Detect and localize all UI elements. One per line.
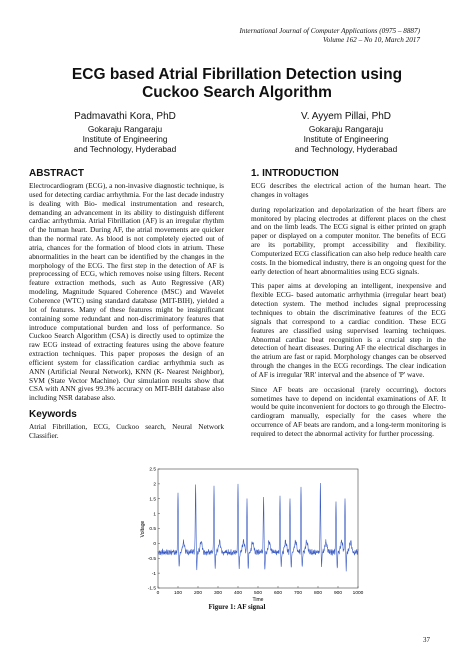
author-1-name: Padmavathi Kora, xyxy=(74,111,154,122)
author-2-affil-3: and Technology, Hyderabad xyxy=(294,144,398,154)
x-tick-label: 900 xyxy=(333,591,343,596)
intro-paragraph-4: Since AF beats are occasional (rarely occurring), doctors sometimes have to depend on incidental examinations of AF. It would be quite inconvenient for doctors to go through the Electro-cardiogram manually, especially for the cases where the occurrence of AF beats are random, and a long-term monitoring is required to detect the abnormal activity for further processing. xyxy=(251,384,446,438)
keywords-heading: Keywords xyxy=(29,409,77,421)
author-2-name: V. Ayyem Pillai, xyxy=(300,111,369,122)
x-tick-label: 0 xyxy=(156,591,160,596)
abstract-text: Electrocardiogram (ECG), a non-invasive diagnostic technique, is used for detecting cardiac arrhythmia. For the last decade industry is dealing with Bio- medical instrumentation and research, demanding an advancement in its ability to distinguish different cardiac arrhythmia. Atrial Fibrillation (AF) is an irregular rhythm of the human heart. During AF, the atrial movements are quicker than the normal rate. As blood is not completely ejected out of atria, chances for the formation of blood clots in atrium. These abnormalities in the heart can be identified by the changes in the morphology of the ECG. The first step in the detection of AF is preprocessing of ECG, which removes noise using filters. Recent feature extraction methods, such as Auto Regressive (AR) modeling, Magnitude Squared Coherence (MSC) and Wavelet Coherence (WTC) using standard database (MIT-BIH), yielded a lot of features. Many of these features might be insignificant containing some redundant and non-discriminatory features that introduce computational burden and loss of performance. So Cuckoo Search Algorithm (CSA) is directly used to optimize the raw ECG instead of extracting features using the above feature extraction techniques. This paper proposes the design of an efficient system for classification cardiac arrhythmia such as ANN (Artificial Neural Network), KNN (K- Nearest Neighbor), SVM (State Vector Machine). Our simulation results show that CSA with ANN gives 99.3% accuracy on MIT-BIH database also including NSR database also. xyxy=(29,181,224,403)
y-tick-label: -1.5 xyxy=(147,586,156,592)
paper-title xyxy=(0,66,474,102)
y-tick-label: 0.5 xyxy=(149,527,156,533)
journal-header xyxy=(239,27,420,45)
y-tick-label: -0.5 xyxy=(147,556,156,562)
right-column xyxy=(251,168,446,445)
author-1-degree: PhD xyxy=(156,111,176,122)
journal-name: International Journal of Computer Applications (0975 – 8887) xyxy=(239,27,420,35)
x-tick-label: 200 xyxy=(193,591,203,596)
author-2-affil-2: Institute of Engineering xyxy=(303,134,389,144)
abstract-heading: ABSTRACT xyxy=(29,168,84,179)
x-tick-label: 400 xyxy=(233,591,243,596)
x-tick-label: 600 xyxy=(273,591,283,596)
x-axis-label: Time xyxy=(252,597,264,603)
ecg-figure xyxy=(138,463,368,603)
y-tick-label: 1.5 xyxy=(149,497,156,503)
intro-paragraph-1: ECG describes the electrical action of the human heart. The changes in voltages xyxy=(251,181,446,199)
author-1-affil-1: Gokaraju Rangaraju xyxy=(87,124,163,134)
author-1-affil-2: Institute of Engineering xyxy=(82,134,168,144)
x-tick-label: 100 xyxy=(173,591,183,596)
left-column xyxy=(29,168,224,447)
y-axis-label: Voltage xyxy=(140,520,146,538)
author-2-affil-1: Gokaraju Rangaraju xyxy=(308,124,384,134)
x-tick-label: 800 xyxy=(313,591,323,596)
y-tick-label: 1 xyxy=(153,512,156,518)
figure-caption: Figure 1: AF signal xyxy=(208,603,266,611)
intro-paragraph-3: This paper aims at developing an intelligent, inexpensive and flexible ECG- based automatic arrhythmia (irregular heart beat) detection system. The method includes signal preprocessing techniques to obtain the discriminative features of the ECG signals that correspond to a cardiac condition. These ECG features are classified using supervised learning techniques. Abnormal cardiac beat recognition is a crucial step in the detection of heart diseases. During AF the electrical discharges in the atrium are fast or rapid. Morphology changes can be observed through the changes in the ECG recordings. The clear indication of AF is irregular 'RR' interval and the absence of 'P' wave. xyxy=(251,281,446,379)
y-tick-label: 2 xyxy=(153,482,156,488)
author-1 xyxy=(40,111,210,154)
page-number: 37 xyxy=(423,636,430,644)
intro-heading: 1. INTRODUCTION xyxy=(251,168,339,179)
author-1-affil-3: and Technology, Hyderabad xyxy=(73,144,177,154)
x-tick-label: 300 xyxy=(213,591,223,596)
x-tick-label: 1000 xyxy=(352,591,364,596)
x-tick-label: 500 xyxy=(253,591,263,596)
keywords-text: Atrial Fibrillation, ECG, Cuckoo search, Neural Network Classifier. xyxy=(29,422,224,440)
intro-paragraph-2: during repolarization and depolarization of the heart fibers are monitored by placing electrodes at different places on the chest and on the limb leads. The ECG signal is either printed on graph paper or displayed on a computer monitor. The benefits of ECG are its portability, prompt accessibility and flexibility. Computerized ECG classification can also help reduce health care costs. In the biomedical industry, there is an ongoing quest for the early detection of heart abnormalities using ECG signals. xyxy=(251,204,446,276)
author-2-degree: PhD xyxy=(371,111,392,122)
author-2 xyxy=(261,111,431,154)
paper-title-line-1: ECG based Atrial Fibrillation Detection using xyxy=(71,66,403,83)
y-tick-label: -1 xyxy=(151,571,156,577)
y-tick-label: 2.5 xyxy=(149,467,156,473)
x-tick-label: 700 xyxy=(293,591,303,596)
y-tick-label: 0 xyxy=(153,542,156,548)
journal-volume: Volume 162 – No 10, March 2017 xyxy=(323,36,420,44)
paper-title-line-2: Cuckoo Search Algorithm xyxy=(142,84,332,101)
